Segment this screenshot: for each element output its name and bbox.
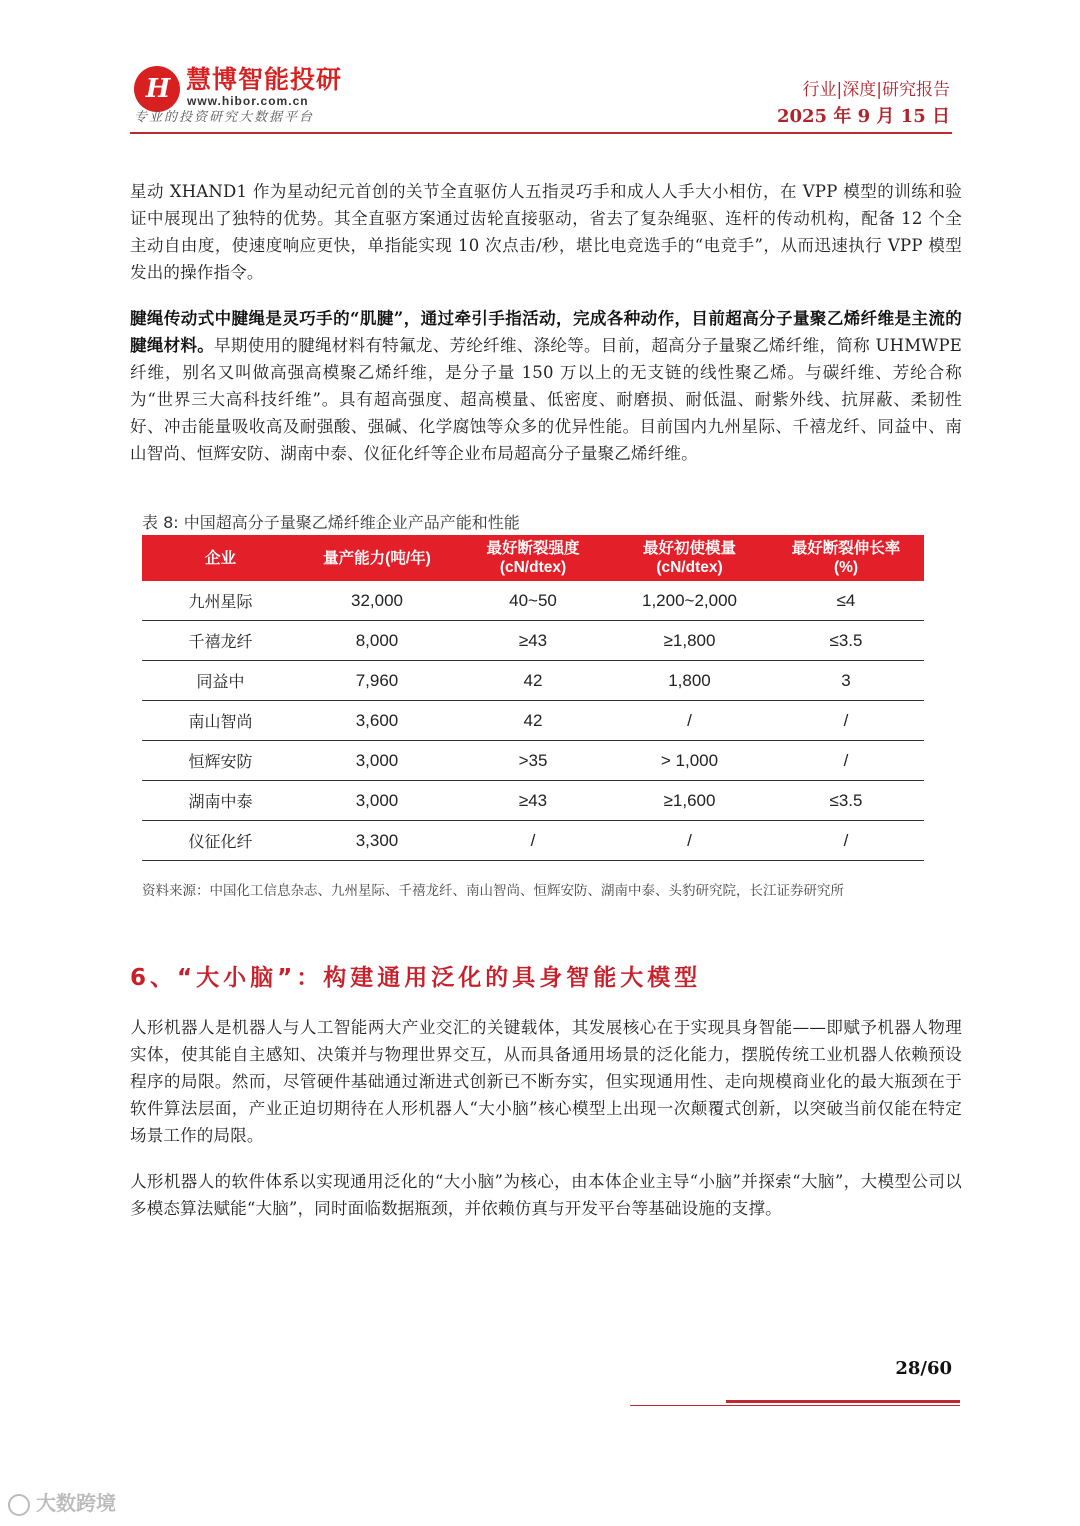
table-source: 资料来源：中国化工信息杂志、九州星际、千禧龙纤、南山智尚、恒辉安防、湖南中泰、头豹研究院，长江证券研究所 — [142, 883, 844, 899]
cell-strength: ≥43 — [455, 621, 611, 661]
watermark-text: 大数跨境 — [36, 1491, 116, 1515]
table-caption — [142, 512, 520, 534]
header-strength: 最好断裂强度 (cN/dtex) — [455, 535, 611, 581]
paragraph-xhand1: 星动 XHAND1 作为星动纪元首创的关节全直驱仿人五指灵巧手和成人人手大小相仿，在 VPP 模型的训练和验证中展现出了独特的优势。其全直驱方案通过齿轮直接驱动，省去了复杂绳驱、连杆的传动机构，配备 12 个全主动自由度，使速度响应更快，单指能实现 10 次点击/秒，堪比电竞选手的“电竞手”，从而迅速执行 VPP 模型发出的操作指令。 — [130, 182, 962, 282]
cell-capacity: 3,300 — [299, 821, 455, 861]
cell-company: 九州星际 — [142, 581, 299, 621]
header-capacity: 量产能力(吨/年) — [299, 535, 455, 581]
header-divider — [130, 132, 952, 134]
cell-strength: 42 — [455, 701, 611, 741]
cell-capacity: 3,000 — [299, 741, 455, 781]
cell-elongation: ≤3.5 — [768, 781, 924, 821]
cell-modulus: ≥1,600 — [611, 781, 768, 821]
cell-modulus: 1,800 — [611, 661, 768, 701]
cell-modulus: 1,200~2,000 — [611, 581, 768, 621]
footer-divider-accent — [726, 1400, 960, 1403]
cell-company: 恒辉安防 — [142, 741, 299, 781]
cell-elongation: ≤3.5 — [768, 621, 924, 661]
cell-strength: >35 — [455, 741, 611, 781]
cell-capacity: 3,000 — [299, 781, 455, 821]
cell-company: 仪征化纤 — [142, 821, 299, 861]
watermark — [8, 1490, 116, 1516]
paragraph-software: 人形机器人的软件体系以实现通用泛化的“大小脑”为核心，由本体企业主导“小脑”并探索“大脑”，大模型公司以多模态算法赋能“大脑”，同时面临数据瓶颈，并依赖仿真与开发平台等基础设施的支撑。 — [130, 1172, 962, 1218]
cell-capacity: 32,000 — [299, 581, 455, 621]
cell-elongation: / — [768, 821, 924, 861]
watermark-icon — [8, 1494, 30, 1516]
cell-company: 千禧龙纤 — [142, 621, 299, 661]
table-row — [142, 781, 924, 821]
table-row — [142, 701, 924, 741]
cell-modulus: / — [611, 701, 768, 741]
report-type: 行业|深度|研究报告 — [802, 80, 950, 100]
cell-elongation: / — [768, 701, 924, 741]
header-company: 企业 — [142, 535, 299, 581]
report-date: 2025 年 9 月 15 日 — [776, 106, 950, 127]
cell-strength: 42 — [455, 661, 611, 701]
cell-company: 同益中 — [142, 661, 299, 701]
logo-name: 慧博智能投研 — [186, 65, 343, 94]
cell-strength: ≥43 — [455, 781, 611, 821]
table-row — [142, 821, 924, 861]
cell-capacity: 3,600 — [299, 701, 455, 741]
cell-modulus: / — [611, 821, 768, 861]
footer-divider — [630, 1405, 960, 1406]
paragraph-humanoid: 人形机器人是机器人与人工智能两大产业交汇的关键载体，其发展核心在于实现具身智能——即赋予机器人物理实体，使其能自主感知、决策并与物理世界交互，从而具备通用场景的泛化能力，摆脱传统工业机器人依赖预设程序的局限。然而，尽管硬件基础通过渐进式创新已不断夯实，但实现通用性、走向规模商业化的最大瓶颈在于软件算法层面，产业正迫切期待在人形机器人“大小脑”核心模型上出现一次颠覆式创新，以突破当前仅能在特定场景工作的局限。 — [130, 1018, 962, 1145]
cell-company: 湖南中泰 — [142, 781, 299, 821]
uhmwpe-table — [142, 535, 924, 861]
logo-icon: H — [134, 66, 180, 112]
cell-strength: / — [455, 821, 611, 861]
cell-capacity: 8,000 — [299, 621, 455, 661]
table-header-row — [142, 535, 924, 581]
table-row — [142, 661, 924, 701]
table-row — [142, 621, 924, 661]
cell-modulus: ≥1,800 — [611, 621, 768, 661]
paragraph-tendon — [130, 305, 962, 467]
cell-elongation: 3 — [768, 661, 924, 701]
table-caption-prefix: 表 8: — [142, 513, 179, 532]
paragraph-tendon-lead: 腱绳传动式中腱绳是灵巧手的“肌腱”，通过牵引手指活动，完成各种动作，目前超高分子量聚乙烯纤维是主流的腱绳材料。 — [130, 309, 962, 355]
header-elongation: 最好断裂伸长率 (%) — [768, 535, 924, 581]
table-row — [142, 741, 924, 781]
cell-company: 南山智尚 — [142, 701, 299, 741]
paragraph-tendon-body: 早期使用的腱绳材料有特氟龙、芳纶纤维、涤纶等。目前，超高分子量聚乙烯纤维，简称 UHMWPE 纤维，别名又叫做高强高模聚乙烯纤维，是分子量 150 万以上的无支链的线性聚乙烯。与碳纤维、芳纶合称为“世界三大高科技纤维”。具有超高强度、超高模量、低密度、耐磨损、耐低温、耐紫外线、抗屏蔽、柔韧性好、冲击能量吸收高及耐强酸、强碱、化学腐蚀等众多的优异性能。目前国内九州星际、千禧龙纤、同益中、南山智尚、恒辉安防、湖南中泰、仪征化纤等企业布局超高分子量聚乙烯纤维。 — [130, 336, 963, 463]
section-title: 6、“大小脑”：构建通用泛化的具身智能大模型 — [130, 965, 702, 991]
cell-strength: 40~50 — [455, 581, 611, 621]
logo-url[interactable]: www.hibor.com.cn — [187, 94, 309, 108]
cell-capacity: 7,960 — [299, 661, 455, 701]
page-number: 28/60 — [895, 1358, 952, 1379]
table-caption-text: 中国超高分子量聚乙烯纤维企业产品产能和性能 — [183, 513, 520, 532]
header-modulus: 最好初使模量 (cN/dtex) — [611, 535, 768, 581]
cell-elongation: ≤4 — [768, 581, 924, 621]
cell-elongation: / — [768, 741, 924, 781]
table-row — [142, 581, 924, 621]
logo-slogan: 专业的投资研究大数据平台 — [134, 110, 315, 125]
cell-modulus: > 1,000 — [611, 741, 768, 781]
